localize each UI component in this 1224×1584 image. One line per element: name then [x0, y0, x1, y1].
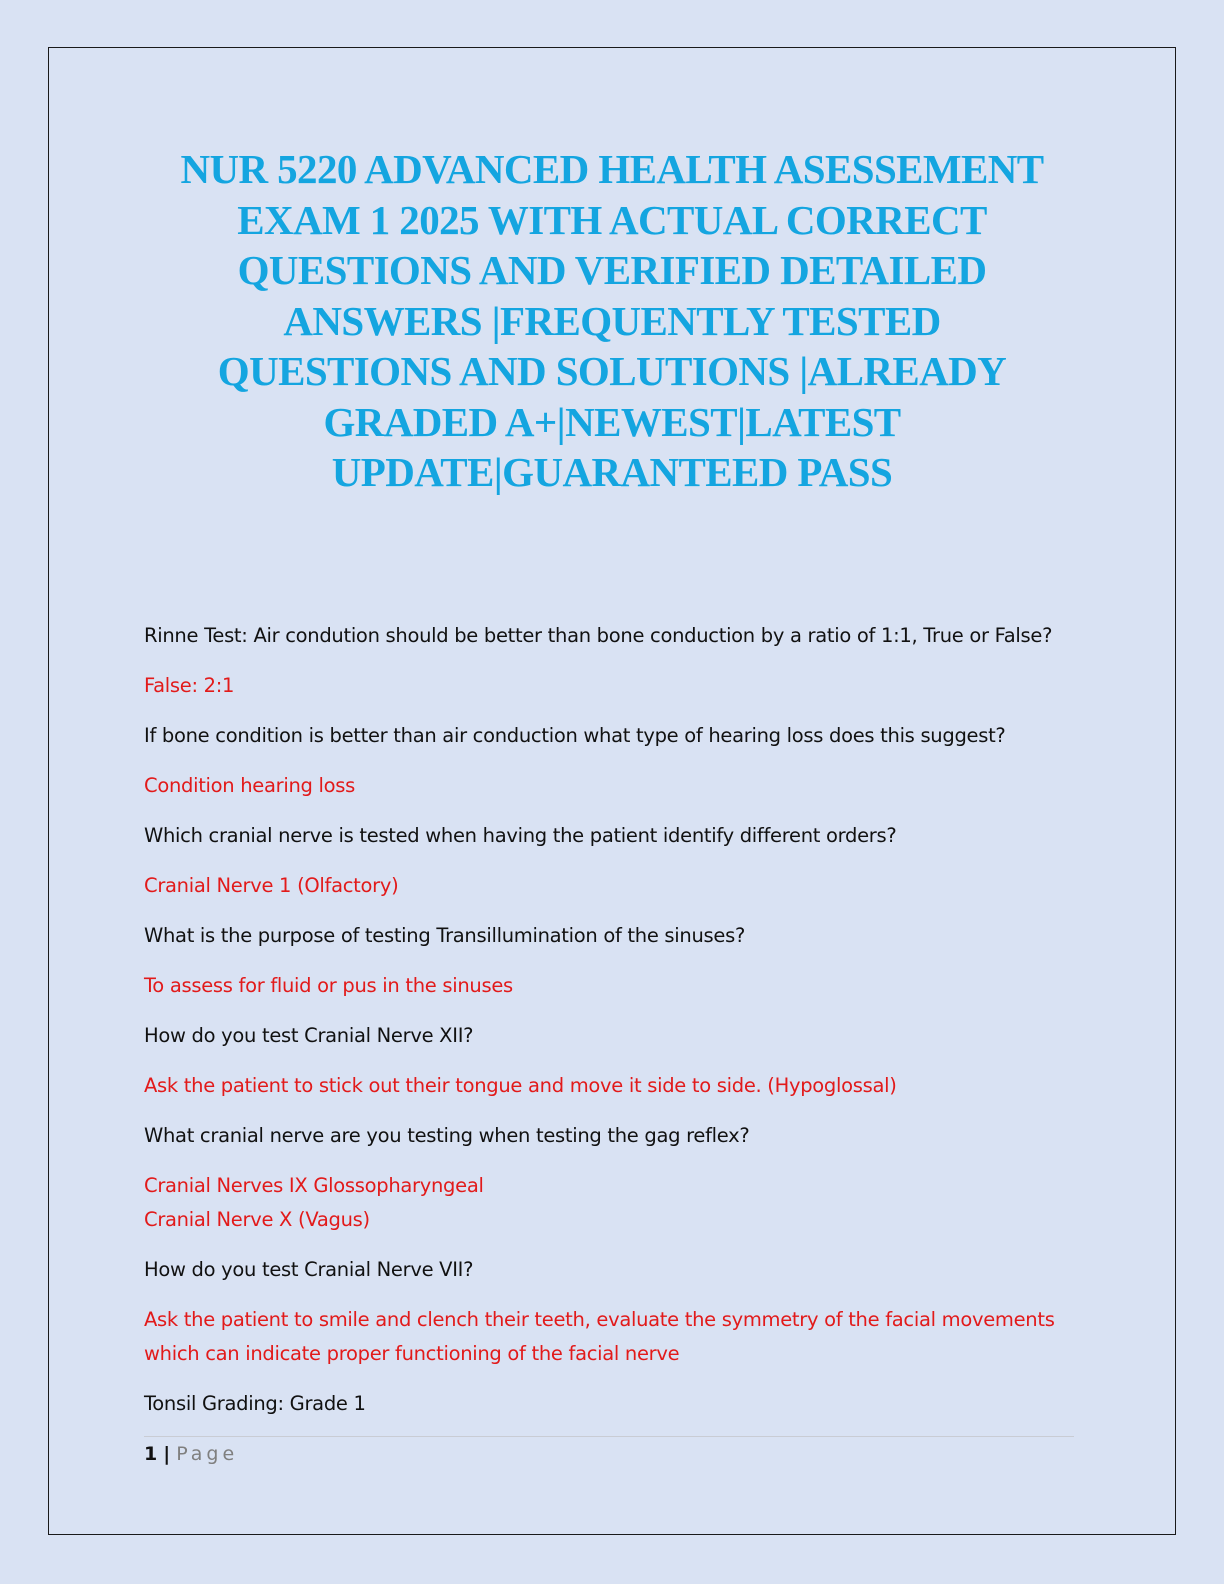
question-text: How do you test Cranial Nerve XII? [144, 1024, 474, 1047]
answer-line: Ask the patient to smile and clench their teeth, evaluate the symmetry of the facial movements [144, 1308, 1055, 1331]
title-line: NUR 5220 ADVANCED HEALTH ASESSEMENT [180, 146, 1044, 192]
answer-text: Condition hearing loss [144, 774, 355, 797]
answer-text: False: 2:1 [144, 674, 235, 697]
answer-text: Cranial Nerve 1 (Olfactory) [144, 874, 399, 897]
page-footer [144, 1441, 238, 1467]
footer-separator: | [163, 1443, 171, 1465]
question-answer-list [144, 619, 1084, 1437]
page-label: Page [176, 1443, 239, 1465]
document-title [140, 144, 1084, 498]
answer-line: Cranial Nerve X (Vagus) [144, 1208, 370, 1231]
question-text: Rinne Test: Air condution should be better than bone conduction by a ratio of 1:1, True or False? [144, 624, 1053, 647]
answer-block [144, 1169, 1084, 1237]
question-text: Tonsil Grading: Grade 1 [144, 1392, 366, 1415]
title-line: QUESTIONS AND SOLUTIONS |ALREADY [217, 348, 1007, 394]
question-text: How do you test Cranial Nerve VII? [144, 1258, 474, 1281]
title-line: ANSWERS |FREQUENTLY TESTED [283, 297, 941, 344]
title-line: QUESTIONS AND VERIFIED DETAILED [237, 247, 987, 293]
title-line: GRADED A+|NEWEST|LATEST [323, 398, 901, 445]
page-number: 1 [144, 1443, 158, 1465]
answer-line: Cranial Nerves IX Glossopharyngeal [144, 1174, 484, 1197]
answer-line: which can indicate proper functioning of the facial nerve [144, 1342, 680, 1365]
question-text: What is the purpose of testing Transillumination of the sinuses? [144, 924, 745, 947]
question-text: What cranial nerve are you testing when testing the gag reflex? [144, 1124, 750, 1147]
question-text: Which cranial nerve is tested when having the patient identify different orders? [144, 824, 897, 847]
answer-text: To assess for fluid or pus in the sinuses [144, 974, 513, 997]
answer-block [144, 1303, 1084, 1371]
footer-divider [144, 1436, 1074, 1437]
answer-text: Ask the patient to stick out their tongue and move it side to side. (Hypoglossal) [144, 1074, 897, 1097]
title-line: UPDATE|GUARANTEED PASS [331, 449, 893, 495]
title-line: EXAM 1 2025 WITH ACTUAL CORRECT [237, 196, 987, 243]
question-text: If bone condition is better than air conduction what type of hearing loss does this suggest? [144, 724, 1006, 747]
